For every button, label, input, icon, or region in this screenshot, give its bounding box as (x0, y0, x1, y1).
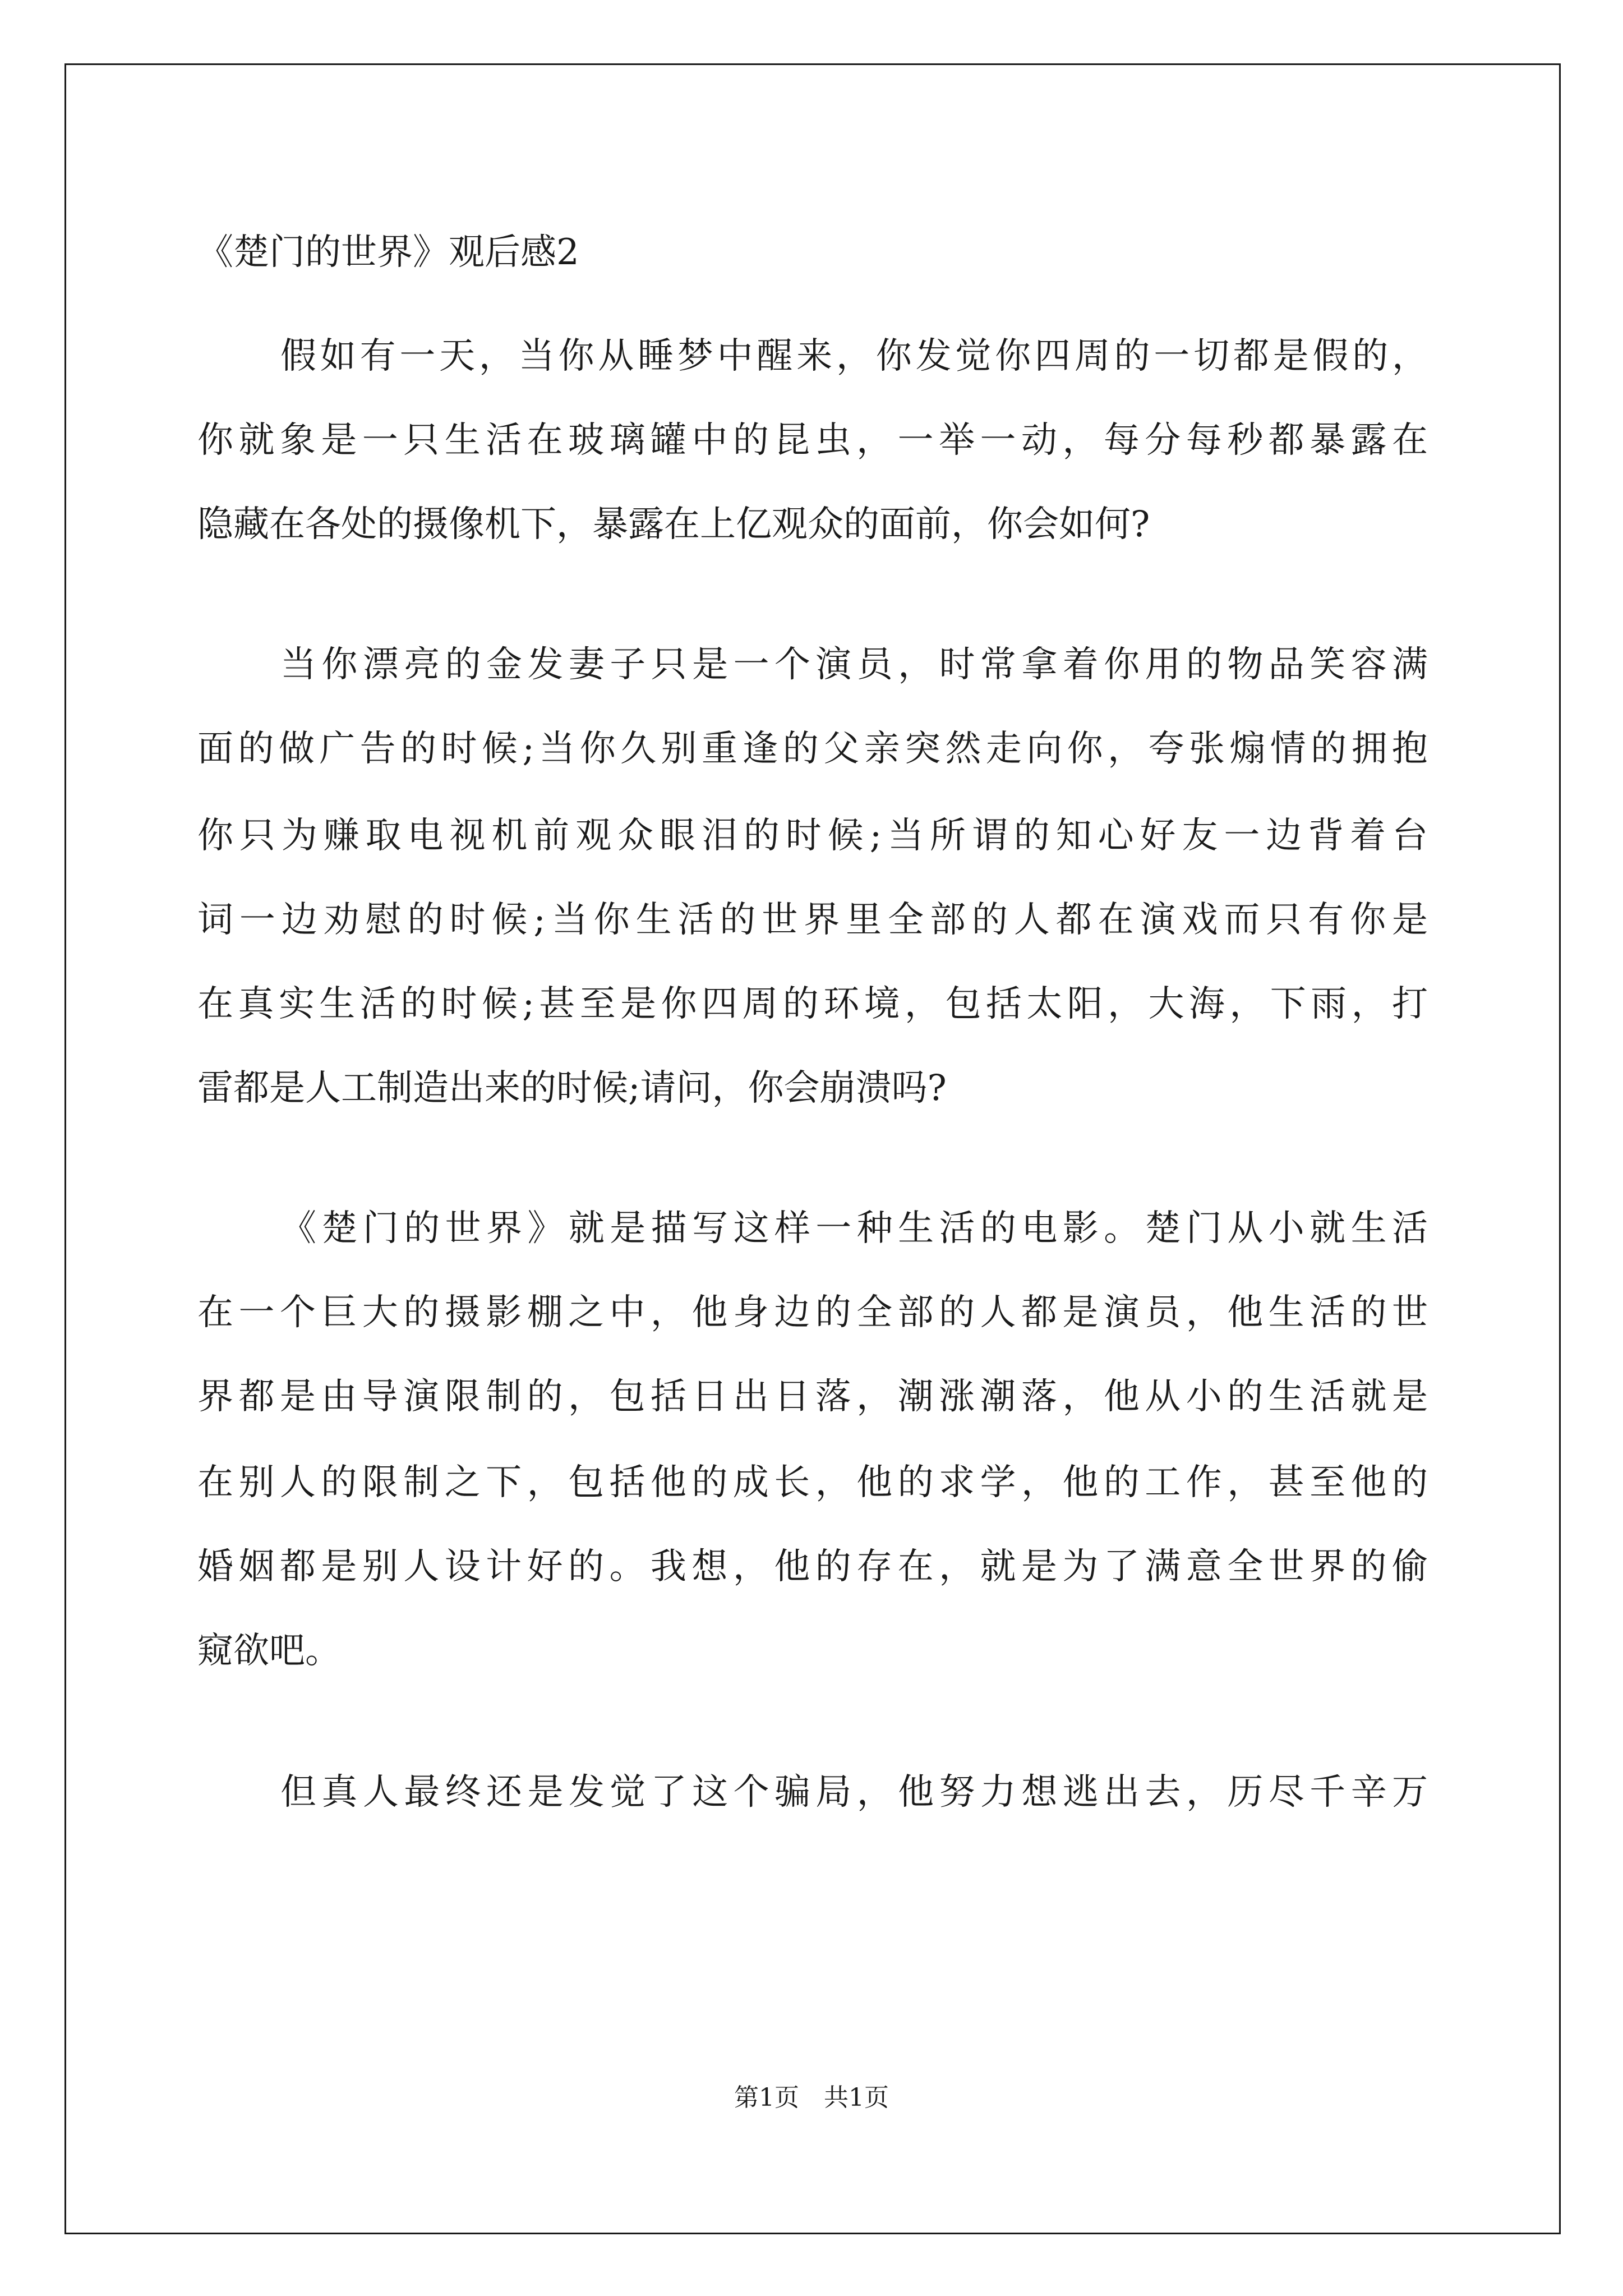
document-title: 《楚门的世界》观后感2 (197, 232, 579, 273)
paragraph-1-line-1: 假如有一天，当你从睡梦中醒来，你发觉你四周的一切都是假的， (280, 335, 1428, 377)
paragraph-1-line-2: 你就象是一只生活在玻璃罐中的昆虫，一举一动，每分每秒都暴露在 (197, 420, 1428, 461)
paragraph-3-line-5: 婚姻都是别人设计好的。我想，他的存在，就是为了满意全世界的偷 (197, 1546, 1428, 1588)
paragraph-2-line-6: 雷都是人工制造出来的时候;请问，你会崩溃吗? (197, 1068, 947, 1109)
paragraph-2-line-4: 词一边劝慰的时候;当你生活的世界里全部的人都在演戏而只有你是 (197, 899, 1428, 941)
paragraph-1-line-3: 隐藏在各处的摄像机下，暴露在上亿观众的面前，你会如何? (197, 504, 1150, 545)
paragraph-2-line-3: 你只为赚取电视机前观众眼泪的时候;当所谓的知心好友一边背着台 (197, 815, 1428, 857)
paragraph-3-line-1: 《楚门的世界》就是描写这样一种生活的电影。楚门从小就生活 (280, 1208, 1428, 1249)
page-number-footer: 第1页 共1页 (734, 2083, 889, 2112)
paragraph-3-line-4: 在别人的限制之下，包括他的成长，他的求学，他的工作，甚至他的 (197, 1462, 1428, 1503)
paragraph-4-line-1: 但真人最终还是发觉了这个骗局，他努力想逃出去，历尽千辛万 (280, 1772, 1428, 1813)
page-border (64, 63, 1561, 2234)
paragraph-3-line-6: 窥欲吧。 (197, 1630, 341, 1672)
paragraph-3-line-2: 在一个巨大的摄影棚之中，他身边的全部的人都是演员，他生活的世 (197, 1292, 1428, 1333)
paragraph-3-line-3: 界都是由导演限制的，包括日出日落，潮涨潮落，他从小的生活就是 (197, 1376, 1428, 1418)
paragraph-2-line-5: 在真实生活的时候;甚至是你四周的环境，包括太阳，大海，下雨，打 (197, 983, 1428, 1025)
paragraph-2-line-2: 面的做广告的时候;当你久别重逢的父亲突然走向你，夸张煽情的拥抱 (197, 728, 1428, 770)
paragraph-2-line-1: 当你漂亮的金发妻子只是一个演员，时常拿着你用的物品笑容满 (280, 644, 1428, 685)
